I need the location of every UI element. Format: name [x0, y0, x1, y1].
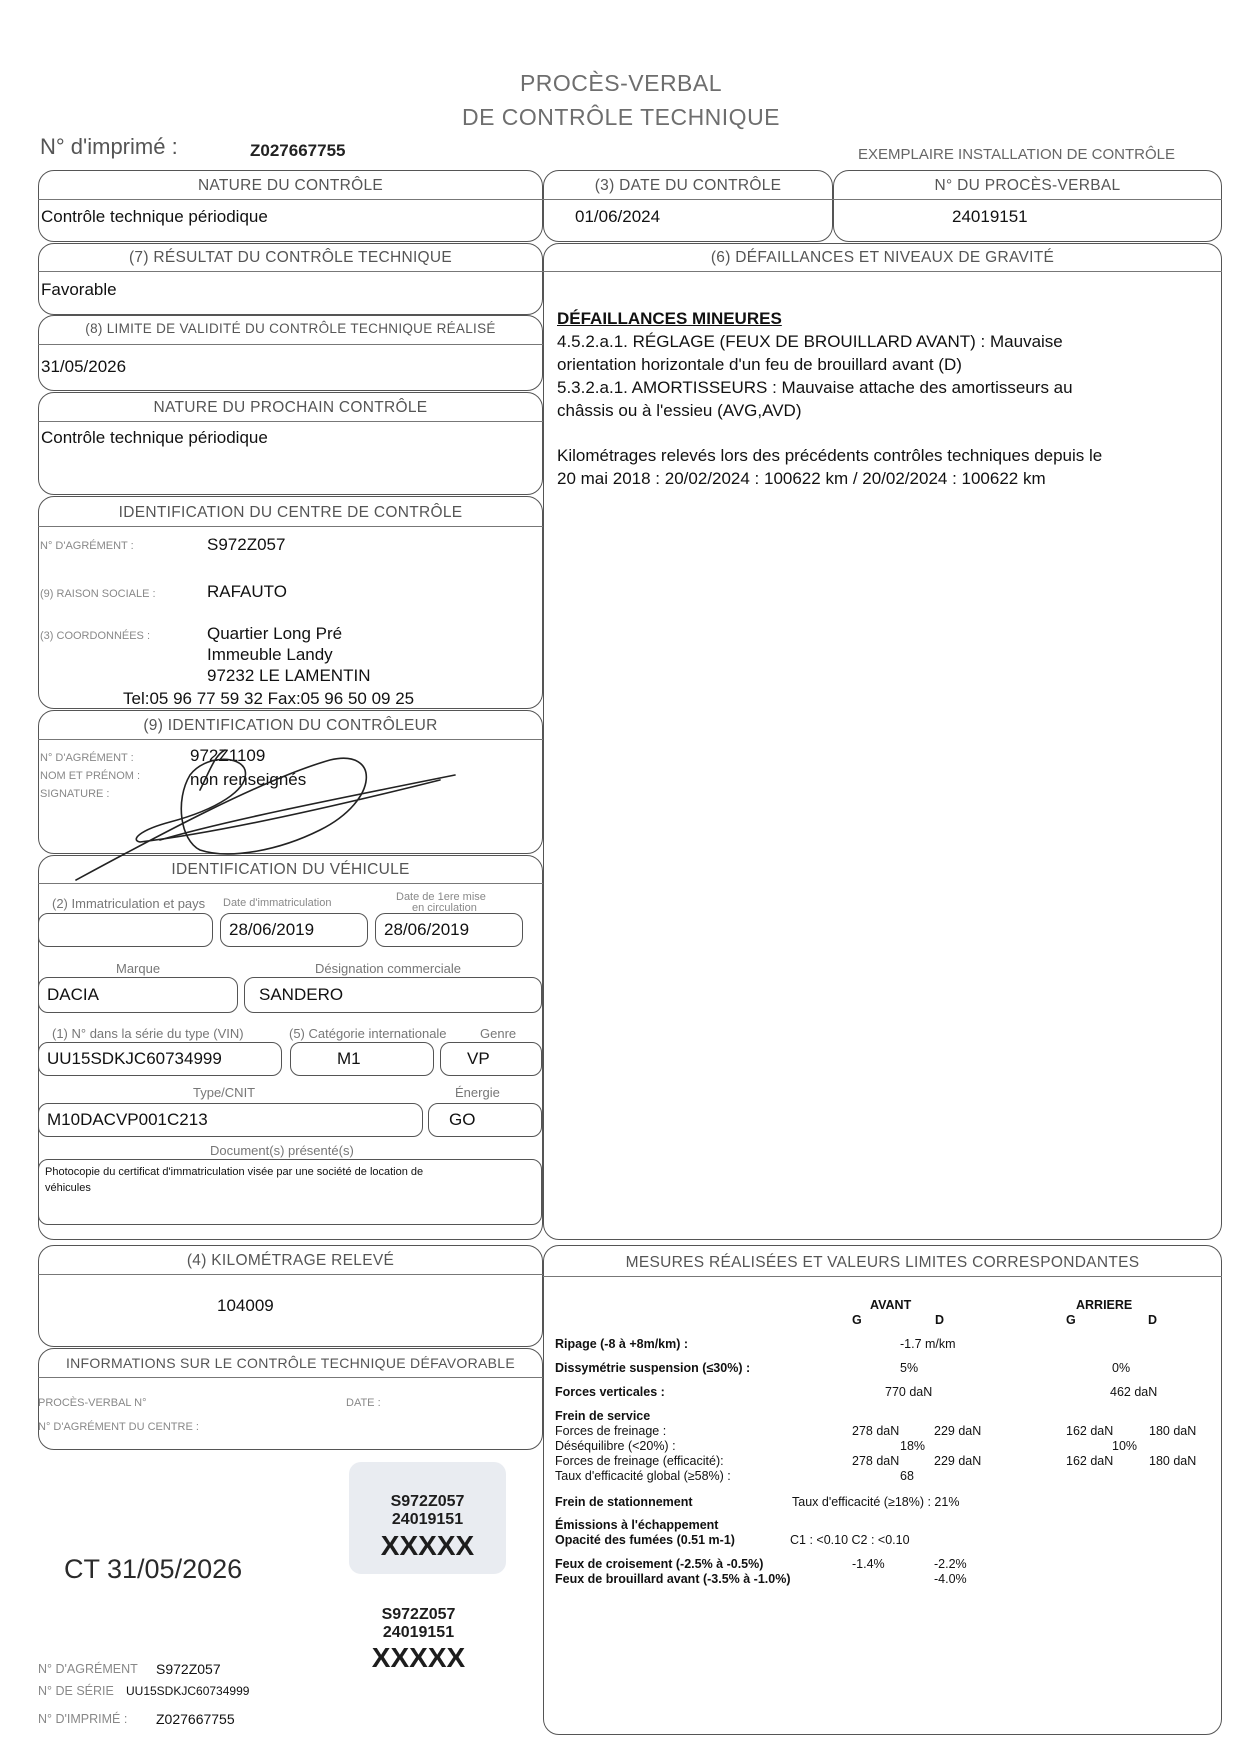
defaillance-line4: châssis ou à l'essieu (AVG,AVD)	[557, 401, 802, 420]
footer-agrement: S972Z057	[156, 1661, 221, 1677]
avant-g: G	[852, 1313, 862, 1327]
controleur-nom: non renseignés	[190, 770, 307, 789]
sticker-1-line3: XXXXX	[380, 1530, 475, 1561]
centre-agrement-label: N° D'AGRÉMENT :	[40, 540, 134, 552]
mesures-section	[543, 1245, 1222, 1735]
ffe-avant-d: 229 daN	[934, 1454, 982, 1468]
genre-field: VP	[440, 1042, 542, 1076]
docs-line1: Photocopie du certificat d'immatriculation visée par une société de location de	[45, 1166, 424, 1178]
centre-header: IDENTIFICATION DU CENTRE DE CONTRÔLE	[118, 504, 463, 521]
energie-label: Énergie	[455, 1085, 500, 1100]
designation-label: Désignation commerciale	[315, 961, 461, 976]
taux-value: 68	[900, 1469, 914, 1483]
arriere-d: D	[1148, 1313, 1158, 1327]
divider	[38, 199, 543, 200]
ct-date: CT 31/05/2026	[64, 1554, 243, 1584]
divider	[543, 1276, 1222, 1277]
next-header: NATURE DU PROCHAIN CONTRÔLE	[153, 399, 428, 416]
document-title-line2: DE CONTRÔLE TECHNIQUE	[461, 104, 781, 130]
defaillance-line2: orientation horizontale d'un feu de brouillard avant (D)	[557, 355, 962, 374]
document-title-line1: PROCÈS-VERBAL	[519, 70, 723, 96]
next-value: Contrôle technique périodique	[41, 428, 268, 447]
nature-value: Contrôle technique périodique	[41, 207, 268, 226]
immat-field	[38, 913, 213, 947]
sticker-1-line1: S972Z057	[390, 1493, 465, 1510]
centre-addr3: 97232 LE LAMENTIN	[207, 666, 371, 685]
docs-label: Document(s) présenté(s)	[210, 1143, 354, 1158]
controleur-signature-label: SIGNATURE :	[40, 788, 110, 800]
marque-label: Marque	[116, 961, 161, 976]
deseq-avant: 18%	[900, 1439, 926, 1453]
divider	[38, 526, 543, 527]
dissym-avant: 5%	[900, 1361, 919, 1375]
divider	[543, 271, 1222, 272]
energie-field: GO	[428, 1103, 542, 1137]
genre-label: Genre	[480, 1026, 517, 1041]
footer-imprime-label: N° D'IMPRIMÉ :	[38, 1712, 128, 1726]
ff-arriere-g: 162 daN	[1066, 1424, 1114, 1438]
controleur-nom-label: NOM ET PRÉNOM :	[40, 770, 141, 782]
date-header: (3) DATE DU CONTRÔLE	[594, 177, 782, 194]
ffe-arriere-g: 162 daN	[1066, 1454, 1114, 1468]
opacite-label: Opacité des fumées (0.51 m-1)	[555, 1533, 735, 1547]
ff-arriere-d: 180 daN	[1149, 1424, 1197, 1438]
first-date-field: 28/06/2019	[375, 913, 523, 947]
minor-title: DÉFAILLANCES MINEURES	[557, 309, 782, 328]
controleur-agrement: 972Z1109	[190, 746, 266, 765]
opacite-value: C1 : <0.10 C2 : <0.10	[790, 1533, 910, 1547]
controleur-header: (9) IDENTIFICATION DU CONTRÔLEUR	[143, 717, 438, 734]
emissions-label: Émissions à l'échappement	[555, 1518, 719, 1532]
controleur-agrement-label: N° D'AGRÉMENT :	[40, 752, 134, 764]
forces-label: Forces verticales :	[555, 1385, 665, 1399]
ripage-value: -1.7 m/km	[900, 1337, 956, 1351]
vin-field: UU15SDKJC60734999	[38, 1042, 282, 1076]
arriere-g: G	[1066, 1313, 1076, 1327]
defavorable-agrement-label: N° D'AGRÉMENT DU CENTRE :	[38, 1421, 199, 1433]
defaillances-header: (6) DÉFAILLANCES ET NIVEAUX DE GRAVITÉ	[710, 249, 1055, 266]
croisement-value-2: -2.2%	[934, 1557, 967, 1571]
footer-serie: UU15SDKJC60734999	[126, 1684, 250, 1698]
defavorable-header: INFORMATIONS SUR LE CONTRÔLE TECHNIQUE DÉFAVORABLE	[65, 1355, 516, 1371]
defavorable-pv-label: PROCÈS-VERBAL N°	[38, 1397, 147, 1409]
taux-label: Taux d'efficacité global (≥58%) :	[555, 1469, 731, 1483]
deseq-arriere: 10%	[1112, 1439, 1138, 1453]
print-number-label: N° d'imprimé :	[40, 134, 178, 159]
brouillard-label: Feux de brouillard avant (-3.5% à -1.0%)	[555, 1572, 791, 1586]
croisement-value-1: -1.4%	[852, 1557, 885, 1571]
ffe-avant-g: 278 daN	[852, 1454, 900, 1468]
result-value: Favorable	[41, 280, 117, 299]
dissym-label: Dissymétrie suspension (≤30%) :	[555, 1361, 751, 1375]
footer-agrement-label: N° D'AGRÉMENT	[38, 1662, 138, 1676]
dissym-arriere: 0%	[1112, 1361, 1131, 1375]
nature-header: NATURE DU CONTRÔLE	[197, 177, 384, 194]
validity-header: (8) LIMITE DE VALIDITÉ DU CONTRÔLE TECHNIQUE RÉALISÉ	[85, 321, 496, 336]
divider	[38, 739, 543, 740]
ffe-label: Forces de freinage (efficacité):	[555, 1454, 724, 1468]
type-field: M10DACVP001C213	[38, 1103, 423, 1137]
km-value: 104009	[217, 1296, 274, 1315]
categorie-field: M1	[290, 1042, 434, 1076]
forces-arriere: 462 daN	[1110, 1385, 1158, 1399]
ff-avant-g: 278 daN	[852, 1424, 900, 1438]
date-value: 01/06/2024	[575, 207, 661, 226]
divider	[38, 421, 543, 422]
pv-header: N° DU PROCÈS-VERBAL	[934, 177, 1121, 194]
defaillance-line5: Kilométrages relevés lors des précédents contrôles techniques depuis le	[557, 446, 1103, 465]
centre-addr1: Quartier Long Pré	[207, 624, 343, 643]
docs-line2: véhicules	[45, 1182, 91, 1194]
first-date-label-1: Date de 1ere mise	[396, 891, 486, 903]
centre-tel: Tel:05 96 77 59 32 Fax:05 96 50 09 25	[123, 689, 415, 708]
arriere-label: ARRIERE	[1076, 1298, 1133, 1312]
defaillance-line1: 4.5.2.a.1. RÉGLAGE (FEUX DE BROUILLARD AVANT) : Mauvaise	[557, 332, 1063, 351]
immat-label: (2) Immatriculation et pays	[52, 896, 206, 911]
ff-label: Forces de freinage :	[555, 1424, 667, 1438]
brouillard-value: -4.0%	[934, 1572, 967, 1586]
divider	[38, 344, 543, 345]
date-immat-label: Date d'immatriculation	[223, 897, 332, 909]
vehicule-header: IDENTIFICATION DU VÉHICULE	[171, 861, 410, 878]
stationnement-value: Taux d'efficacité (≥18%) : 21%	[792, 1495, 960, 1509]
result-header: (7) RÉSULTAT DU CONTRÔLE TECHNIQUE	[128, 249, 453, 266]
divider	[38, 1377, 543, 1378]
deseq-label: Déséquilibre (<20%) :	[555, 1439, 676, 1453]
sticker-2-line3: XXXXX	[371, 1642, 466, 1673]
divider	[38, 271, 543, 272]
validity-value: 31/05/2026	[41, 357, 127, 376]
avant-label: AVANT	[870, 1298, 912, 1312]
sticker-1-line2: 24019151	[391, 1511, 464, 1528]
footer-serie-label: N° DE SÉRIE	[38, 1684, 114, 1698]
type-label: Type/CNIT	[193, 1085, 256, 1100]
exemplaire-label: EXEMPLAIRE INSTALLATION DE CONTRÔLE	[858, 146, 1176, 163]
date-immat-field: 28/06/2019	[220, 913, 368, 947]
print-number-value: Z027667755	[250, 141, 346, 160]
km-header: (4) KILOMÉTRAGE RELEVÉ	[186, 1252, 395, 1269]
vin-label: (1) N° dans la série du type (VIN)	[52, 1026, 244, 1041]
divider	[38, 883, 543, 884]
designation-field: SANDERO	[244, 977, 542, 1013]
ffe-arriere-d: 180 daN	[1149, 1454, 1197, 1468]
defaillance-line6: 20 mai 2018 : 20/02/2024 : 100622 km / 20/02/2024 : 100622 km	[557, 469, 1046, 488]
marque-field: DACIA	[38, 977, 238, 1013]
ripage-label: Ripage (-8 à +8m/km) :	[555, 1337, 689, 1351]
sticker-2-line1: S972Z057	[381, 1606, 456, 1623]
avant-d: D	[935, 1313, 945, 1327]
categorie-label: (5) Catégorie internationale	[289, 1026, 447, 1041]
sticker-2-line2: 24019151	[382, 1624, 455, 1641]
divider	[543, 199, 833, 200]
stationnement-label: Frein de stationnement	[555, 1495, 693, 1509]
ff-avant-d: 229 daN	[934, 1424, 982, 1438]
defaillance-line3: 5.3.2.a.1. AMORTISSEURS : Mauvaise attache des amortisseurs au	[557, 378, 1073, 397]
mesures-header: MESURES RÉALISÉES ET VALEURS LIMITES CORRESPONDANTES	[625, 1254, 1140, 1271]
first-date-label-2: en circulation	[412, 902, 477, 914]
centre-agrement: S972Z057	[207, 535, 286, 554]
croisement-label: Feux de croisement (-2.5% à -0.5%)	[555, 1557, 764, 1571]
frein-service-label: Frein de service	[555, 1409, 651, 1423]
pv-value: 24019151	[952, 207, 1028, 226]
defavorable-date-label: DATE :	[346, 1397, 381, 1409]
centre-raison: RAFAUTO	[207, 582, 287, 601]
divider	[38, 1274, 543, 1275]
centre-coord-label: (3) COORDONNÉES :	[40, 630, 151, 642]
footer-imprime: Z027667755	[156, 1711, 235, 1727]
forces-avant: 770 daN	[885, 1385, 933, 1399]
centre-raison-label: (9) RAISON SOCIALE :	[40, 588, 156, 600]
centre-addr2: Immeuble Landy	[207, 645, 333, 664]
divider	[833, 199, 1222, 200]
